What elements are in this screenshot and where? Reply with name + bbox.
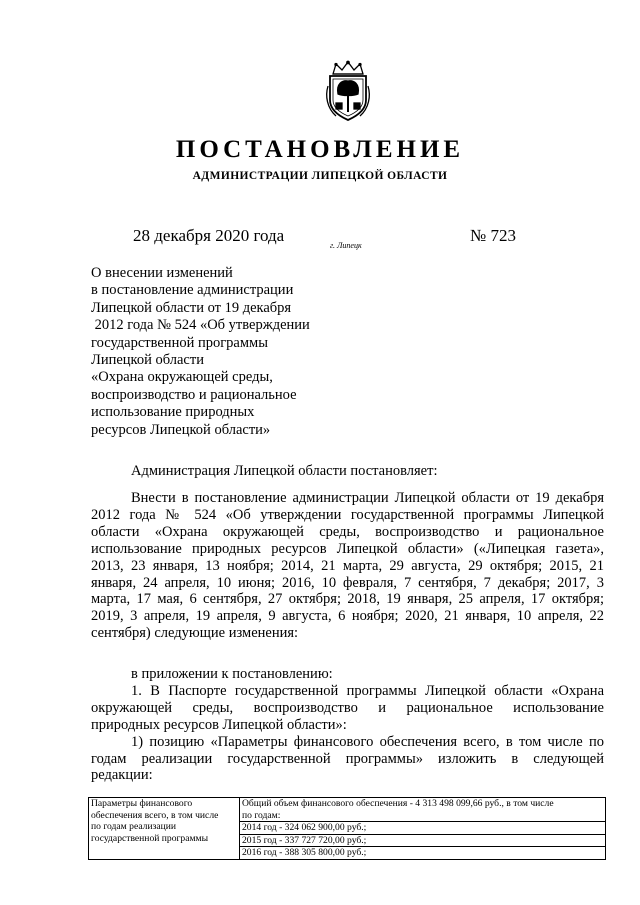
subject-line: Липецкой области — [91, 352, 204, 369]
issuing-authority: АДМИНИСТРАЦИИ ЛИПЕЦКОЙ ОБЛАСТИ — [192, 170, 448, 182]
paragraph-line: 2012 года № 524 «Об утверждении государственной программы Липецкой — [91, 506, 604, 523]
document-date: 28 декабря 2020 года — [133, 226, 285, 245]
paragraph-line: использование природных ресурсов Липецкой области» («Липецкая газета», — [91, 540, 604, 557]
document-number: № 723 — [470, 226, 516, 245]
table-text-line: Общий объем финансового обеспечения - 4 313 498 099,66 руб., в том числе — [242, 798, 554, 809]
paragraph-line: января, 24 апреля, 10 июня; 2016, 10 февраля, 7 сентября, 7 декабря; 2017, 3 — [91, 574, 604, 591]
table-year-row: 2015 год - 337 727 720,00 руб.; — [240, 834, 605, 847]
coat-of-arms-lipetsk-icon — [324, 60, 372, 122]
paragraph-line: марта, 17 мая, 6 сентября, 27 октября; 2018, 19 января, 25 апреля, 17 октября; — [91, 591, 604, 608]
subject-line: в постановление администрации — [91, 282, 294, 299]
paragraph-line: 2019, 3 апреля, 19 апреля, 9 августа, 6 ноября; 2020, 21 января, 10 апреля, 22 — [91, 608, 604, 625]
table-year-row: 2014 год - 324 062 900,00 руб.; — [240, 821, 605, 834]
table-row — [89, 798, 606, 860]
paragraph-line: 2013, 23 января, 13 ноября; 2014, 21 марта, 29 августа, 29 октября; 2015, 21 — [91, 557, 604, 574]
paragraph-line: природных ресурсов Липецкой области»: — [91, 716, 347, 733]
table-year-row: 2016 год - 388 305 800,00 руб.; — [240, 846, 605, 859]
paragraph-line: годам реализации государственной программы» изложить в следующей — [91, 750, 604, 767]
document-subject — [91, 265, 321, 439]
paragraph-line: редакции: — [91, 767, 153, 784]
subject-line: «Охрана окружающей среды, — [91, 369, 273, 386]
paragraph-line: в приложении к постановлению: — [131, 666, 333, 682]
document-city: г. Липецк — [330, 241, 362, 250]
paragraph-line: окружающей среды, воспроизводство и рациональное использование — [91, 699, 604, 716]
paragraph-line: сентября) следующие изменения: — [91, 625, 299, 642]
paragraph-line: 1. В Паспорте государственной программы Липецкой области «Охрана — [131, 682, 604, 699]
document-title: ПОСТАНОВЛЕНИЕ — [175, 136, 465, 163]
paragraph-line: области «Охрана окружающей среды, воспроизводство и рациональное — [91, 523, 604, 540]
subject-line: 2012 года № 524 «Об утверждении — [91, 317, 310, 334]
table-cell-value — [240, 798, 606, 860]
subject-line: О внесении изменений — [91, 265, 233, 281]
table-cell-parameter: Параметры финансового обеспечения всего, в том числе по годам реализации государственной программы — [89, 798, 240, 860]
subject-line: использование природных — [91, 404, 255, 421]
subject-line: государственной программы — [91, 334, 268, 351]
subject-line: Липецкой области от 19 декабря — [91, 299, 292, 316]
subject-line: ресурсов Липецкой области» — [91, 421, 271, 438]
financing-table — [88, 797, 606, 860]
subject-line: воспроизводство и рациональное — [91, 386, 297, 403]
annex-section — [91, 666, 604, 784]
amendment-paragraph — [91, 490, 604, 642]
table-text-line: по годам: — [242, 809, 281, 821]
paragraph-line: Внести в постановление администрации Липецкой области от 19 декабря — [131, 490, 604, 506]
paragraph-line: 1) позицию «Параметры финансового обеспечения всего, в том числе по — [131, 733, 604, 750]
decree-statement: Администрация Липецкой области постановляет: — [131, 463, 438, 479]
